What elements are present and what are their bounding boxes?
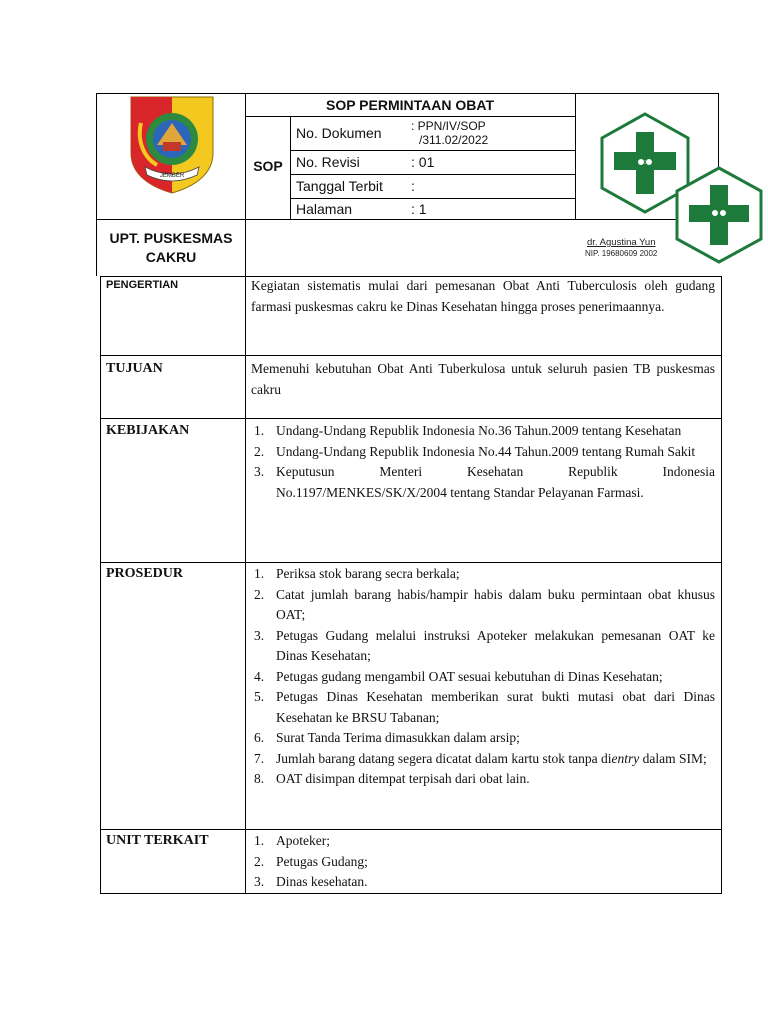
document-title: SOP PERMINTAAN OBAT xyxy=(325,97,494,113)
label-prosedur: PROSEDUR xyxy=(106,566,184,581)
body-border-left xyxy=(100,276,101,894)
sop-label: SOP xyxy=(253,158,283,174)
prosedur-list xyxy=(245,564,715,790)
header-title-underline xyxy=(245,116,575,117)
list-item: 8. OAT disimpan ditempat terpisah dari obat lain. xyxy=(254,771,530,786)
signer-name: dr. Agustina Yun xyxy=(587,237,656,248)
label-kebijakan: KEBIJAKAN xyxy=(106,423,190,438)
list-item: 7. Jumlah barang datang segera dicatat dalam kartu stok tanpa dientry dalam SIM; xyxy=(254,750,707,766)
list-item: 6. Surat Tanda Terima dimasukkan dalam arsip; xyxy=(254,730,520,745)
list-item: 1. Undang-Undang Republik Indonesia No.36 Tahun.2009 tentang Kesehatan xyxy=(254,423,682,438)
field-value-no-revisi: : 01 xyxy=(411,154,435,170)
row-line-2 xyxy=(290,174,575,175)
body-row-line-4 xyxy=(100,829,722,830)
sop-divider xyxy=(290,116,291,220)
svg-text:JEMBER: JEMBER xyxy=(159,173,185,179)
field-value-tanggal-terbit: : xyxy=(411,178,415,194)
organization-name: UPT. PUSKESMAS CAKRU xyxy=(109,230,233,265)
label-unit-terkait: UNIT TERKAIT xyxy=(106,833,209,848)
kebijakan-list xyxy=(245,421,715,503)
field-label-no-dokumen: No. Dokumen xyxy=(296,125,382,141)
list-item: 2. Petugas Gudang; xyxy=(254,853,368,869)
field-value-no-dokumen: : PPN/IV/SOP /311.02/2022 xyxy=(411,119,489,147)
header-mid-line xyxy=(96,219,719,220)
list-item: 1. Periksa stok barang secra berkala; xyxy=(254,566,460,581)
field-label-no-revisi: No. Revisi xyxy=(296,154,360,170)
body-row-line-3 xyxy=(100,562,722,563)
list-item: 2. Catat jumlah barang habis/hampir habis dalam buku permintaan obat khusus OAT; xyxy=(254,586,715,622)
header-border-top xyxy=(96,93,719,94)
list-item: 1. Apoteker; xyxy=(254,833,330,848)
body-border-bottom xyxy=(100,893,722,894)
label-pengertian: PENGERTIAN xyxy=(106,279,179,291)
list-item: 3. Petugas Gudang melalui instruksi Apoteker melakukan pemesanan OAT ke Dinas Kesehatan; xyxy=(254,627,715,663)
list-item: 4. Petugas gudang mengambil OAT sesuai kebutuhan di Dinas Kesehatan; xyxy=(254,668,663,684)
text-tujuan: Memenuhi kebutuhan Obat Anti Tuberkulosa untuk seluruh pasien TB puskesmas cakru xyxy=(251,361,715,397)
field-label-tanggal-terbit: Tanggal Terbit xyxy=(296,178,383,194)
row-line-3 xyxy=(290,198,575,199)
signer-nip: NIP. 19680609 2002 xyxy=(585,249,658,258)
header-divider-right xyxy=(575,93,576,220)
unit-terkait-list xyxy=(245,831,715,893)
list-item: 5. Petugas Dinas Kesehatan memberikan surat bukti mutasi obat dari Dinas Kesehatan ke BRSU Tabanan; xyxy=(254,689,715,725)
row-line-1 xyxy=(290,150,575,151)
field-label-halaman: Halaman xyxy=(296,201,353,217)
puskesmas-logo-2 xyxy=(673,166,765,264)
body-row-line-2 xyxy=(100,418,722,419)
list-item: 3. Keputusun Menteri Kesehatan Republik Indonesia No.1197/MENKES/SK/X/2004 tentang Standar Pelayanan Farmasi. xyxy=(254,464,715,500)
field-value-halaman: : 1 xyxy=(411,201,427,217)
header-divider-logo xyxy=(245,93,246,276)
body-row-line-1 xyxy=(100,355,722,356)
body-border-right xyxy=(721,276,722,894)
text-pengertian: Kegiatan sistematis mulai dari pemesanan Obat Anti Tuberculosis oleh gudang farmasi puskesmas cakru ke Dinas Kesehatan hingga proses penerimaannya. xyxy=(251,278,715,314)
list-item: 2. Undang-Undang Republik Indonesia No.44 Tahun.2009 tentang Rumah Sakit xyxy=(254,443,696,459)
list-item: 3. Dinas kesehatan. xyxy=(254,874,368,889)
label-tujuan: TUJUAN xyxy=(106,361,163,376)
jember-crest-logo xyxy=(127,95,217,195)
